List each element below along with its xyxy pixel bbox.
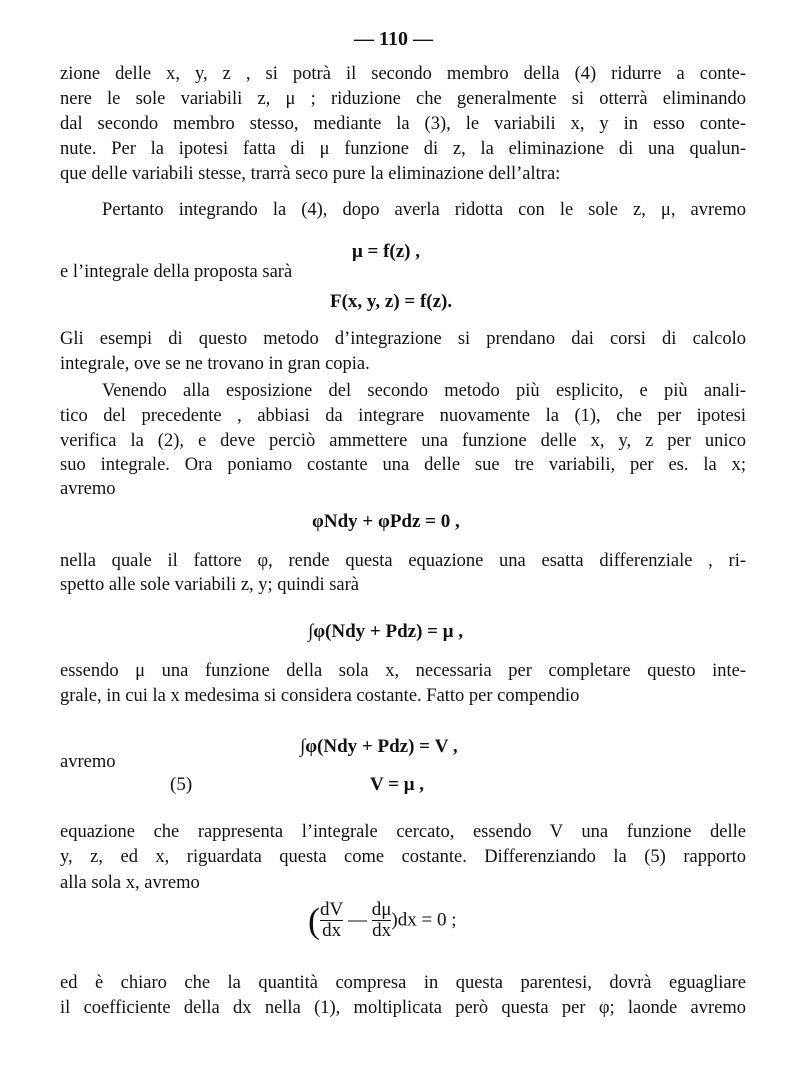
text-line: nella quale il fattore φ, rende questa equazione una esatta differenziale , ri- (60, 551, 746, 571)
text-line: y, z, ed x, riguardata questa come costante. Differenziando la (5) rapporto (60, 847, 746, 867)
equation-derivative (308, 900, 457, 941)
text-line: avremo (60, 479, 116, 499)
text-line: nute. Per la ipotesi fatta di μ funzione di z, la eliminazione di una qualun- (60, 139, 746, 159)
text-line: Pertanto integrando la (4), dopo averla ridotta con le sole z, μ, avremo (102, 200, 746, 220)
text-line: Venendo alla esposizione del secondo metodo più esplicito, e più anali- (102, 381, 746, 401)
equation-mu: μ = f(z) , (352, 241, 421, 262)
minus-sign: — (347, 909, 367, 931)
text-line: alla sola x, avremo (60, 873, 200, 893)
text-line: nere le sole variabili z, μ ; riduzione che generalmente si otterrà eliminando (60, 89, 746, 109)
numerator: dV (320, 899, 344, 920)
equation-phi: φNdy + φPdz = 0 , (312, 511, 460, 532)
equation-label-5: (5) (170, 774, 193, 795)
text-line: suo integrale. Ora poniamo costante una delle sue tre variabili, per es. la x; (60, 455, 746, 475)
text-line: spetto alle sole variabili z, y; quindi sarà (60, 575, 359, 595)
numerator: dμ (371, 899, 392, 920)
paren-open: ( (308, 900, 320, 941)
text-line: que delle variabili stesse, trarrà seco pure la eliminazione dell’altra: (60, 164, 561, 184)
text-line: ed è chiaro che la quantità compresa in questa parentesi, dovrà eguagliare (60, 973, 746, 993)
denominator: dx (372, 920, 392, 941)
text-line: integrale, ove se ne trovano in gran copia. (60, 354, 370, 374)
text-line: verifica la (2), e deve perciò ammettere una funzione delle x, y, z per unico (60, 431, 746, 451)
text-line: avremo (60, 752, 116, 772)
text-line: Gli esempi di questo metodo d’integrazione si prendano dai corsi di calcolo (60, 329, 746, 349)
denominator: dx (322, 920, 342, 941)
text-line: il coefficiente della dx nella (1), moltiplicata però questa per φ; laonde avremo (60, 998, 746, 1018)
text-line: e l’integrale della proposta sarà (60, 262, 293, 282)
text-line: grale, in cui la x medesima si considera costante. Fatto per compendio (60, 686, 580, 706)
page-number: — 110 — (354, 28, 433, 50)
equation-integral-mu: ∫φ(Ndy + Pdz) = μ , (308, 621, 464, 642)
text-line: essendo μ una funzione della sola x, necessaria per completare questo inte- (60, 661, 746, 681)
text-line: equazione che rappresenta l’integrale cercato, essendo V una funzione delle (60, 822, 746, 842)
equation-F: F(x, y, z) = f(z). (330, 291, 453, 312)
paren-close: )dx = 0 ; (391, 909, 457, 931)
equation-integral-V: ∫φ(Ndy + Pdz) = V , (300, 736, 458, 757)
fraction-dV-dx (320, 900, 343, 941)
equation-5: V = μ , (370, 774, 424, 795)
text-line: dal secondo membro stesso, mediante la (3), le variabili x, y in esso conte- (60, 114, 746, 134)
fraction-dmu-dx (372, 900, 392, 941)
text-line: tico del precedente , abbiasi da integrare nuovamente la (1), che per ipotesi (60, 406, 746, 426)
text-line: zione delle x, y, z , si potrà il secondo membro della (4) ridurre a conte- (60, 64, 746, 84)
